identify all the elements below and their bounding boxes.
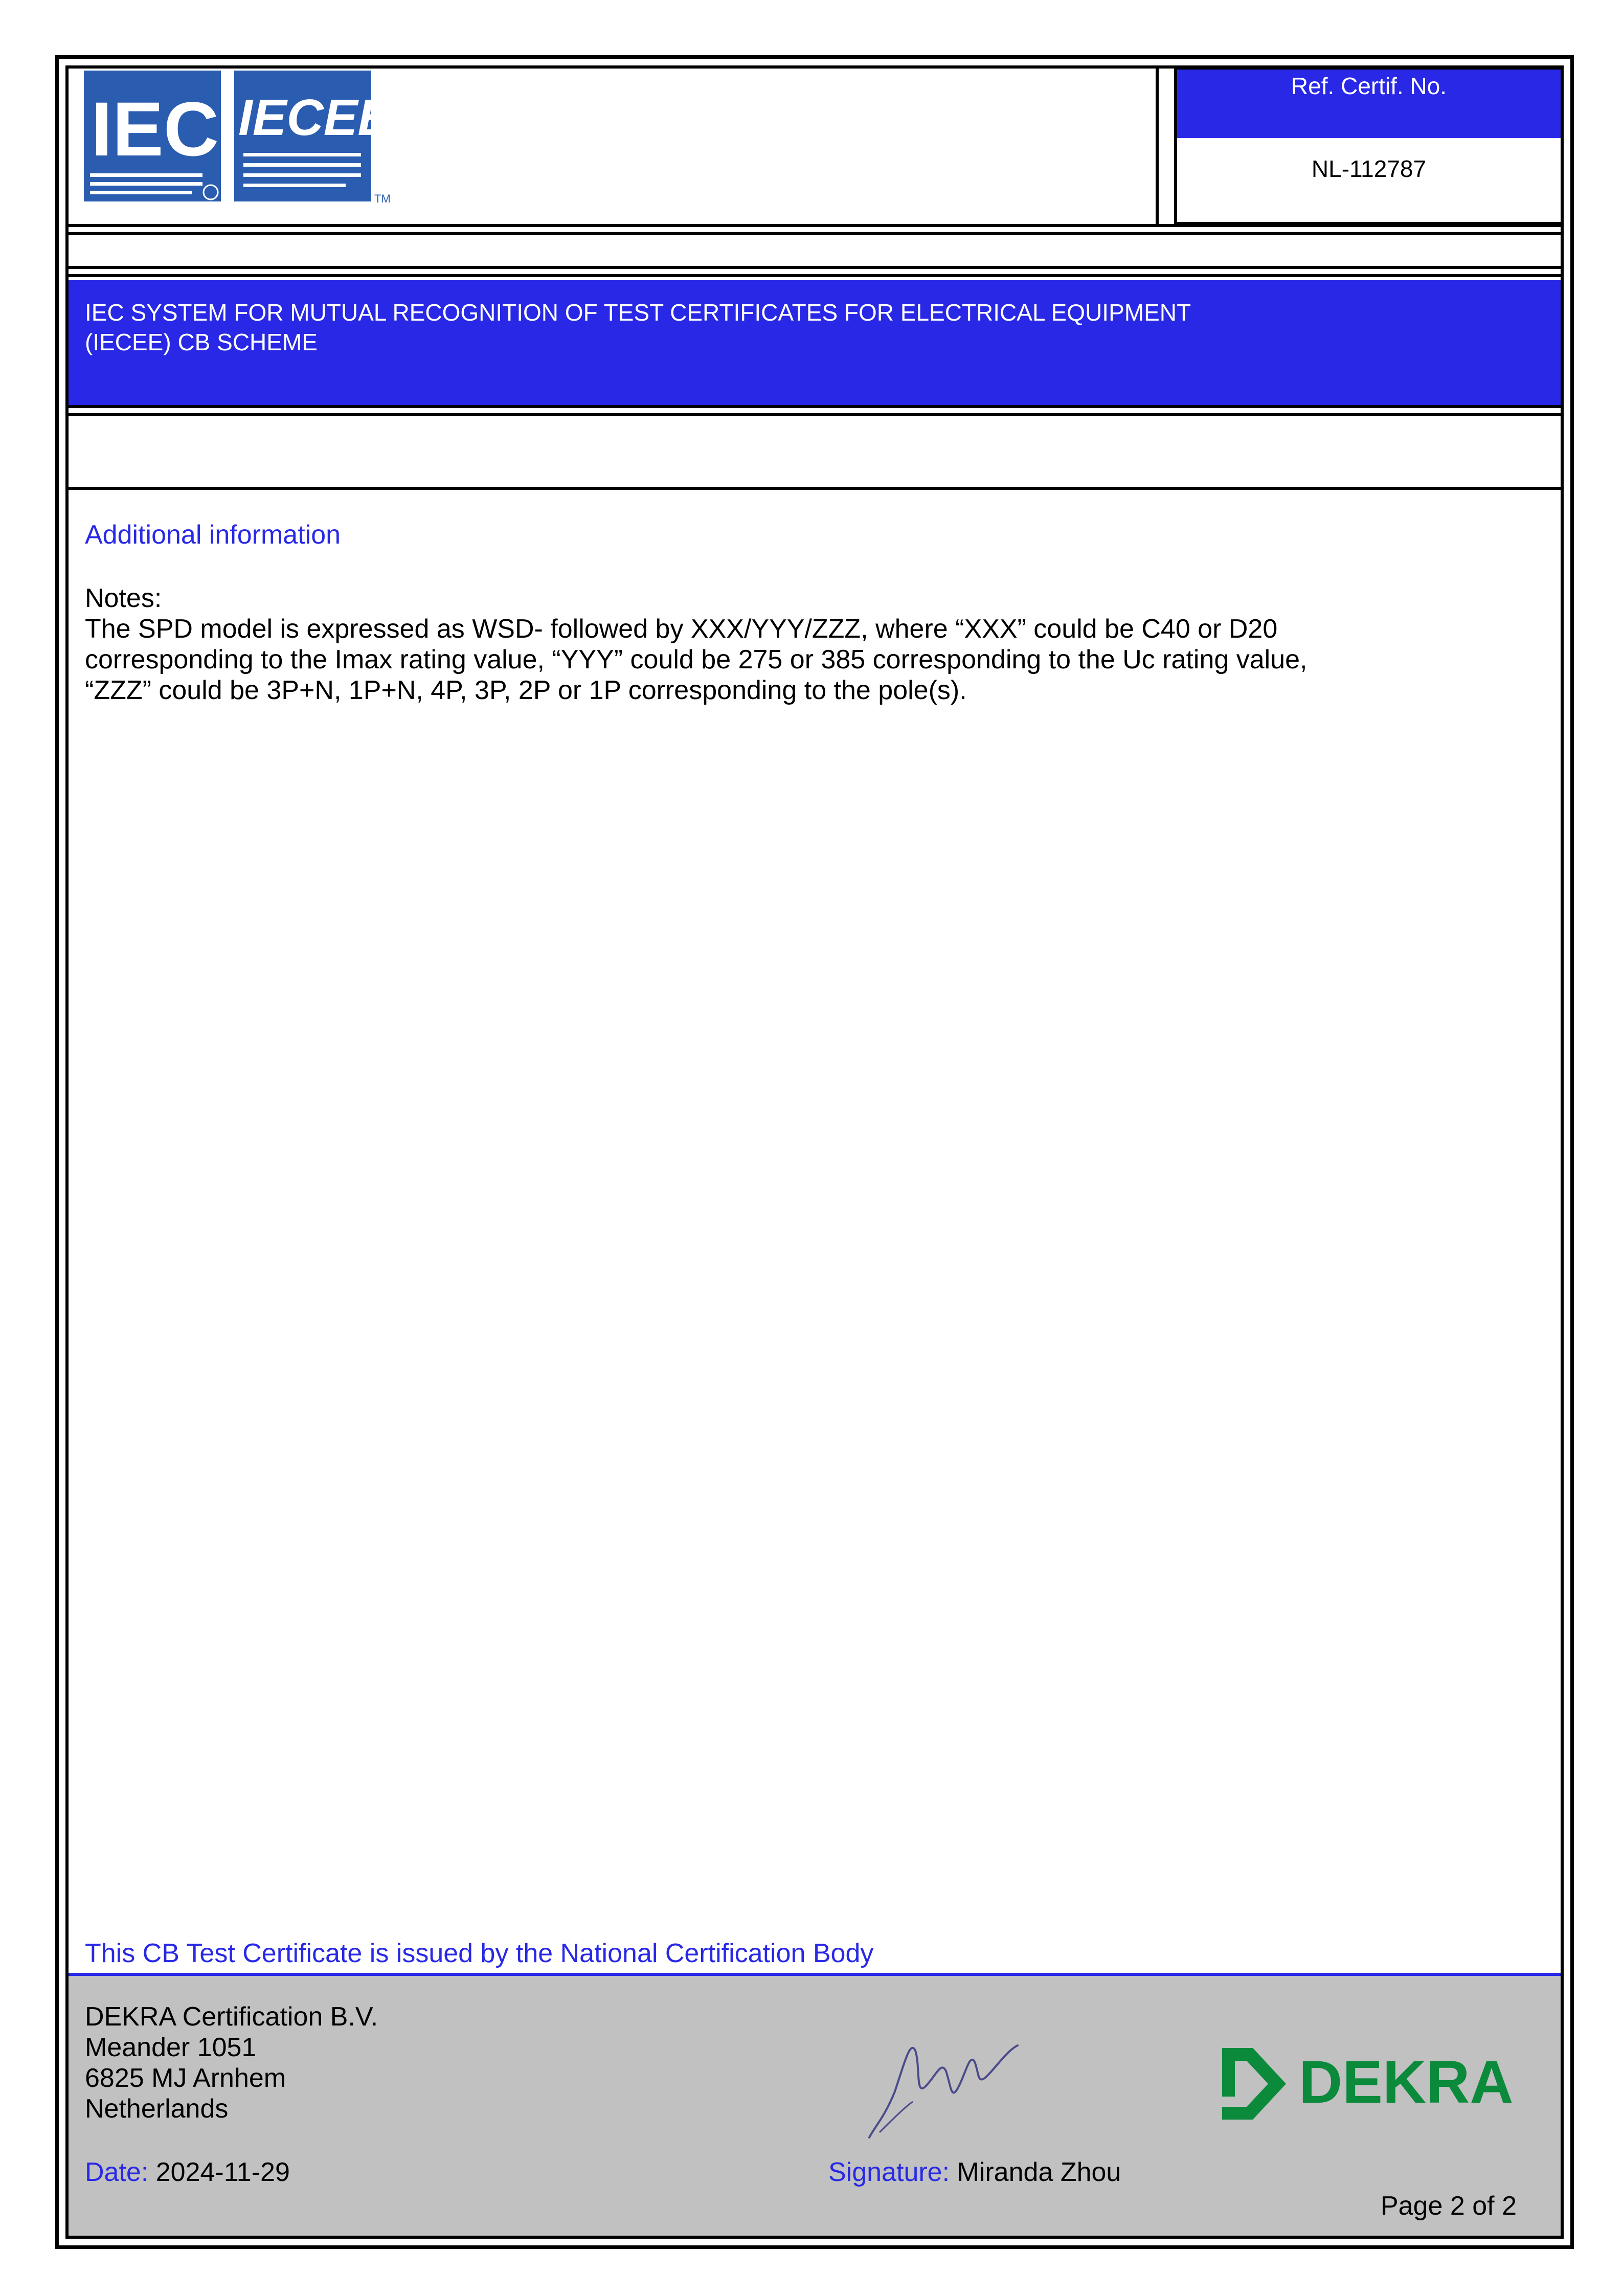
iec-logo-text: IEC [91, 86, 219, 172]
address-line: Meander 1051 [85, 2033, 257, 2062]
issued-by-statement: This CB Test Certificate is issued by the National Certification Body [85, 1939, 874, 1968]
issuer-address [85, 2001, 378, 2124]
divider [69, 487, 1561, 490]
dekra-logo-text: DEKRA [1299, 2049, 1514, 2116]
ref-certificate-label: Ref. Certif. No. [1177, 70, 1561, 138]
handwritten-signature [864, 2030, 1048, 2148]
divider [69, 405, 1561, 408]
scheme-title-line-2: (IECEE) CB SCHEME [85, 329, 318, 355]
notes-line: corresponding to the Imax rating value, “YYY” could be 275 or 385 corresponding to the Uc rating value, [85, 645, 1308, 674]
address-line: DEKRA Certification B.V. [85, 2002, 378, 2032]
date-row [85, 2157, 290, 2188]
signature-name: Miranda Zhou [957, 2157, 1121, 2187]
svg-text:TM: TM [374, 192, 391, 205]
date-value: 2024-11-29 [155, 2157, 290, 2187]
notes-line: “ZZZ” could be 3P+N, 1P+N, 4P, 3P, 2P or 1P corresponding to the pole(s). [85, 676, 967, 705]
notes-block [85, 583, 1542, 706]
scheme-title-bar [69, 280, 1561, 405]
divider [69, 274, 1561, 277]
date-label: Date: [85, 2157, 149, 2187]
iec-iecee-logo [82, 69, 399, 207]
divider [69, 224, 1561, 227]
notes-line: The SPD model is expressed as WSD- followed by XXX/YYY/ZZZ, where “XXX” could be C40 or D20 [85, 614, 1278, 644]
divider [69, 413, 1561, 416]
ref-certificate-number: NL-112787 [1311, 155, 1427, 182]
iecee-logo-text: IECEE [238, 89, 392, 146]
notes-label: Notes: [85, 583, 162, 613]
address-line: Netherlands [85, 2094, 229, 2124]
divider [69, 232, 1561, 235]
dekra-logo [1217, 2040, 1514, 2127]
divider [69, 266, 1561, 269]
signature-row [828, 2157, 1121, 2188]
signature-label: Signature: [828, 2157, 950, 2187]
page-number: Page 2 of 2 [1381, 2191, 1517, 2221]
additional-info-heading: Additional information [85, 520, 341, 550]
scheme-title-line-1: IEC SYSTEM FOR MUTUAL RECOGNITION OF TEST CERTIFICATES FOR ELECTRICAL EQUIPMENT [85, 299, 1191, 326]
address-line: 6825 MJ Arnhem [85, 2063, 286, 2093]
